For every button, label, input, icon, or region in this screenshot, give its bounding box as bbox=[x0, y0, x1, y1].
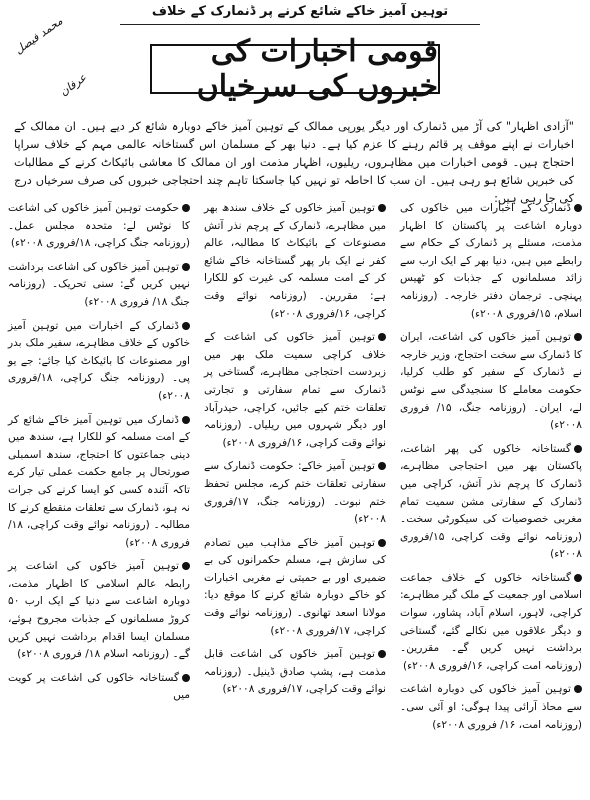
news-item: توہین آمیز خاکوں کی اشاعت قابل مذمت ہے، پشپ صادق ڈینیل۔ (روزنامہ نوائے وقت کراچی، ۱۷/فروری ۲۰۰۸ء) bbox=[204, 648, 386, 696]
bullet-icon bbox=[574, 333, 582, 341]
news-item: توہین آمیز خاکوں کی اشاعت، ایران کا ڈنمارک سے سخت احتجاج، وزیر خارجہ نے ڈنمارک کے سفیر کو طلب کرلیا، حکومت معاملے کا سنجیدگی سے نوٹس لے، ایران۔ (روزنامہ جنگ، ۱۵/ فروری ۲۰۰۸ء) bbox=[400, 331, 582, 432]
bullet-icon bbox=[574, 574, 582, 582]
bullet-icon bbox=[574, 445, 582, 453]
news-item: ڈنمارک میں توہین آمیز خاکے شائع کر کے امت مسلمہ کو للکارا ہے، سندھ میں دینی جماعتوں کا احتجاج، سندھ اسمبلی صورتحال پر جامع حکمت عملی تیار کرے تاکہ آئندہ کسی کو ایسا کرنے کی جرات نہ ہو، ڈنمارک سے تعلقات منقطع کرنے کا مطالبہ۔ (روزنامہ نوائے وقت کراچی، ۱۸/ فروری ۲۰۰۸ء) bbox=[8, 413, 190, 549]
bullet-icon bbox=[574, 204, 582, 212]
column-right bbox=[400, 200, 582, 800]
news-columns bbox=[8, 200, 582, 800]
news-item: گستاخانہ خاکوں کے خلاف جماعت اسلامی اور جمعیت کے ملک گیر مظاہرے: کراچی، لاہور، اسلام آباد، پشاور، سوات و دیگر علاقوں میں نکالے گئے، گستاخی برداشت نہیں کریں گے۔ مقررین۔ (روزنامہ امت کراچی، ۱۶/فروری ۲۰۰۸ء) bbox=[400, 571, 582, 672]
news-item: توہین آمیز خاکے مذاہب میں تصادم کی سازش ہے، مسلم حکمرانوں کی بے ضمیری اور بے حمیتی نے مغربی اخبارات کو خاکے دوبارہ شائع کرنے کا موقع دیا: مولانا اسعد تھانوی۔ (روزنامہ نوائے وقت کراچی، ۱۷/فروری ۲۰۰۸ء) bbox=[204, 536, 386, 637]
news-item: توہین آمیز خاکوں کی اشاعت برداشت نہیں کریں گے: سنی تحریک۔ (روزنامہ جنگ ۱۸/ فروری ۲۰۰۸ء) bbox=[8, 260, 190, 308]
kicker-line: توہین آمیز خاکے شائع کرنے پر ڈنمارک کے خلاف bbox=[120, 2, 480, 25]
bullet-icon bbox=[182, 322, 190, 330]
bullet-icon bbox=[378, 462, 386, 470]
column-left bbox=[8, 200, 190, 800]
column-middle bbox=[204, 200, 386, 800]
bullet-icon bbox=[182, 204, 190, 212]
bullet-icon bbox=[574, 685, 582, 693]
news-item: توہین آمیز خاکے: حکومت ڈنمارک سے سفارتی تعلقات ختم کرے، مجلس تحفظ ختم نبوت۔ (روزنامہ جنگ، ۱۷/فروری ۲۰۰۸ء) bbox=[204, 460, 386, 526]
bullet-icon bbox=[182, 674, 190, 682]
bullet-icon bbox=[182, 263, 190, 271]
bullet-icon bbox=[182, 562, 190, 570]
headline: قومی اخبارات کی خبروں کی سرخیاں bbox=[150, 44, 440, 94]
news-item: توہین آمیز خاکوں کی اشاعت کے خلاف کراچی سمیت ملک بھر میں زبردست احتجاجی مظاہرے، گستاخی پر ڈنمارک سے تمام سفارتی و تجارتی تعلقات ختم کیے جائیں، کراچی، حیدرآباد اور دیگر شہروں میں ریلیاں۔ (روزنامہ نوائے وقت کراچی، ۱۶/فروری ۲۰۰۸ء) bbox=[204, 331, 386, 449]
bullet-icon bbox=[378, 650, 386, 658]
bullet-icon bbox=[378, 204, 386, 212]
news-item: توہین آمیز خاکوں کی اشاعت پر رابطہ عالم اسلامی کا اظہار مذمت، دوبارہ اشاعت سے دنیا کے ایک ارب ۵۰ کروڑ مسلمانوں کے جذبات مجروح ہوئے، مسلمان ایسا اقدام برداشت نہیں کریں گے۔ (روزنامہ اسلام ۱۸/ فروری ۲۰۰۸ء) bbox=[8, 560, 190, 661]
bullet-icon bbox=[378, 539, 386, 547]
news-item: گستاخانہ خاکوں کی اشاعت پر کویت میں bbox=[8, 671, 190, 702]
bullet-icon bbox=[378, 333, 386, 341]
news-item: توہین آمیز خاکوں کی دوبارہ اشاعت سے محاذ آرائی پیدا ہوگی: او آئی سی۔ (روزنامہ امت، ۱۶/ فروری ۲۰۰۸ء) bbox=[400, 683, 582, 731]
news-item: ڈنمارک کے اخبارات میں خاکوں کی دوبارہ اشاعت پر پاکستان کا اظہار مذمت، مسئلے پر ڈنمارک کے حکام سے رابطے میں ہیں، دنیا بھر کے ایک ارب سے زائد مسلمانوں کے جذبات کو ٹھیس پہنچی۔ ترجمان دفتر خارجہ۔ (روزنامہ اسلام، ۱۵/فروری ۲۰۰۸ء) bbox=[400, 202, 582, 320]
news-item: توہین آمیز خاکوں کے خلاف سندھ بھر میں مظاہرے، ڈنمارک کے پرچم نذر آتش مصنوعات کے بائیکاٹ کا مطالبہ، عالم کفر نے ایک بار پھر گستاخانہ خاکے شائع کر کے امت مسلمہ کی غیرت کو للکارا ہے: مقررین۔ (روزنامہ نوائے وقت کراچی، ۱۶/فروری ۲۰۰۸ء) bbox=[204, 202, 386, 320]
bullet-icon bbox=[182, 416, 190, 424]
news-item: حکومت توہین آمیز خاکوں کی اشاعت کا نوٹس لے: متحدہ مجلس عمل۔ (روزنامہ جنگ کراچی، ۱۸/فروری ۲۰۰۸ء) bbox=[8, 202, 190, 250]
news-item: گستاخانہ خاکوں کی پھر اشاعت، پاکستان بھر میں احتجاجی مظاہرے، ڈنمارک کا پرچم نذر آتش، کراچی میں ڈنمارک کے سفارتی مشن سمیت تمام مغربی خصوصیات کی سیکورٹی سخت۔ (روزنامہ نوائے وقت کراچی، ۱۵/فروری ۲۰۰۸ء) bbox=[400, 442, 582, 561]
intro-paragraph: "آزادی اظہار" کی آڑ میں ڈنمارک اور دیگر یورپی ممالک کے توہین آمیز خاکے دوبارہ شائع کر دیے ہیں۔ ان ممالک کے اخبارات نے اپنے موقف پر قائم رہنے کا عزم کیا ہے۔ دنیا بھر کے مسلمان اس گستاخانہ عالمی مہم کے خلاف سراپا احتجاج ہیں۔ قومی اخبارات میں مظاہروں، ریلیوں، اظہار مذمت اور ان ممالک کا معاشی بائیکاٹ کرنے کے مطالبات کی خبریں شائع ہو رہی ہیں۔ ان سب کا احاطہ تو نہیں کیا جاسکتا تاہم چند احتجاجی خبروں کی صرف سرخیاں درج کی جا رہی ہیں: bbox=[14, 120, 574, 205]
news-item: ڈنمارک کے اخبارات میں توہین آمیز خاکوں کے خلاف مظاہرے، سفیر ملک بدر اور مصنوعات کا بائیکاٹ کیا جائے: جے یو پی۔ (روزنامہ جنگ کراچی، ۱۸/فروری ۲۰۰۸ء) bbox=[8, 319, 190, 402]
byline: محمد فیصل عرفان bbox=[12, 14, 89, 99]
